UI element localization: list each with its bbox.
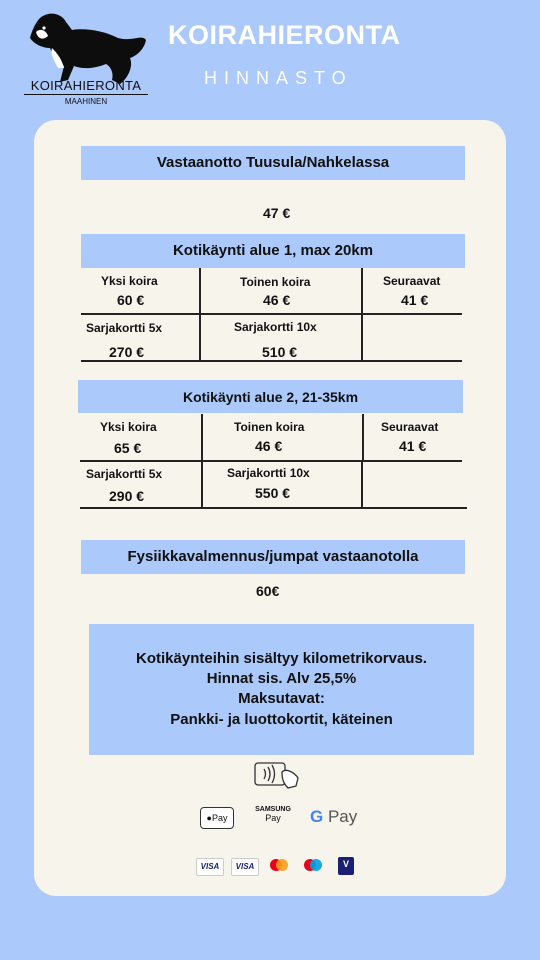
info-line: Pankki- ja luottokortit, käteinen (170, 711, 393, 728)
page-title: KOIRAHIERONTA (168, 20, 401, 50)
vpay-label: V (342, 859, 349, 869)
table-cell-price: 41 € (399, 438, 427, 454)
vpay-card-logo (338, 857, 354, 875)
samsung-pay-top: SAMSUNG (255, 806, 291, 813)
table-cell-price: 270 € (109, 344, 145, 360)
samsung-pay-bottom: Pay (265, 813, 281, 823)
apple-icon: ● (206, 813, 212, 823)
logo-title: KOIRAHIERONTA (24, 78, 148, 95)
table-cell-label: Seuraavat (383, 274, 441, 288)
mastercard-logo-icon (266, 858, 292, 874)
table-cell-label: Sarjakortti 5x (86, 467, 163, 481)
table-cell-label: Yksi koira (100, 420, 157, 434)
info-line: Maksutavat: (238, 690, 325, 707)
table-cell-price: 41 € (401, 292, 429, 308)
logo-subtitle: MAAHINEN (64, 97, 108, 106)
table-cell-price: 60 € (117, 292, 145, 308)
section4-heading: Fysiikkavalmennus/jumpat vastaanotolla (81, 540, 465, 574)
google-g-icon: G (310, 807, 324, 826)
page-subtitle: HINNASTO (204, 68, 353, 88)
section4-price: 60€ (256, 583, 280, 599)
section3-heading: Kotikäynti alue 2, 21-35km (78, 380, 463, 413)
section1-heading: Vastaanotto Tuusula/Nahkelassa (81, 146, 465, 180)
table-cell-label: Toinen koira (234, 420, 305, 434)
apple-pay-label: Pay (211, 813, 228, 823)
samsung-pay-logo (250, 806, 296, 823)
info-line: Hinnat sis. Alv 25,5% (206, 670, 357, 687)
table-cell-label: Sarjakortti 10x (227, 466, 310, 480)
apple-pay-logo (200, 807, 234, 829)
table-cell-price: 510 € (262, 344, 298, 360)
info-box (89, 624, 474, 755)
table-cell-price: 65 € (114, 440, 142, 456)
table-cell-price: 290 € (109, 488, 145, 504)
visa-label: VISA (235, 862, 255, 871)
section2-heading: Kotikäynti alue 1, max 20km (81, 234, 465, 268)
table-cell-price: 550 € (255, 485, 291, 501)
visa-card-logo (196, 858, 224, 876)
table-cell-label: Sarjakortti 10x (234, 320, 317, 334)
table-cell-label: Seuraavat (381, 420, 439, 434)
google-pay-logo (310, 807, 357, 827)
table-cell-price: 46 € (263, 292, 291, 308)
maestro-logo-icon (300, 858, 326, 874)
visa-label: VISA (200, 862, 220, 871)
contactless-payment-icon (254, 760, 302, 790)
table-cell-price: 46 € (255, 438, 283, 454)
table-cell-label: Yksi koira (101, 274, 158, 288)
visa-card-logo (231, 858, 259, 876)
table-cell-label: Sarjakortti 5x (86, 321, 163, 335)
google-pay-label: Pay (327, 807, 358, 826)
info-line: Kotikäynteihin sisältyy kilometrikorvaus. (136, 650, 427, 667)
table-cell-label: Toinen koira (240, 275, 311, 289)
section1-price: 47 € (263, 205, 291, 221)
